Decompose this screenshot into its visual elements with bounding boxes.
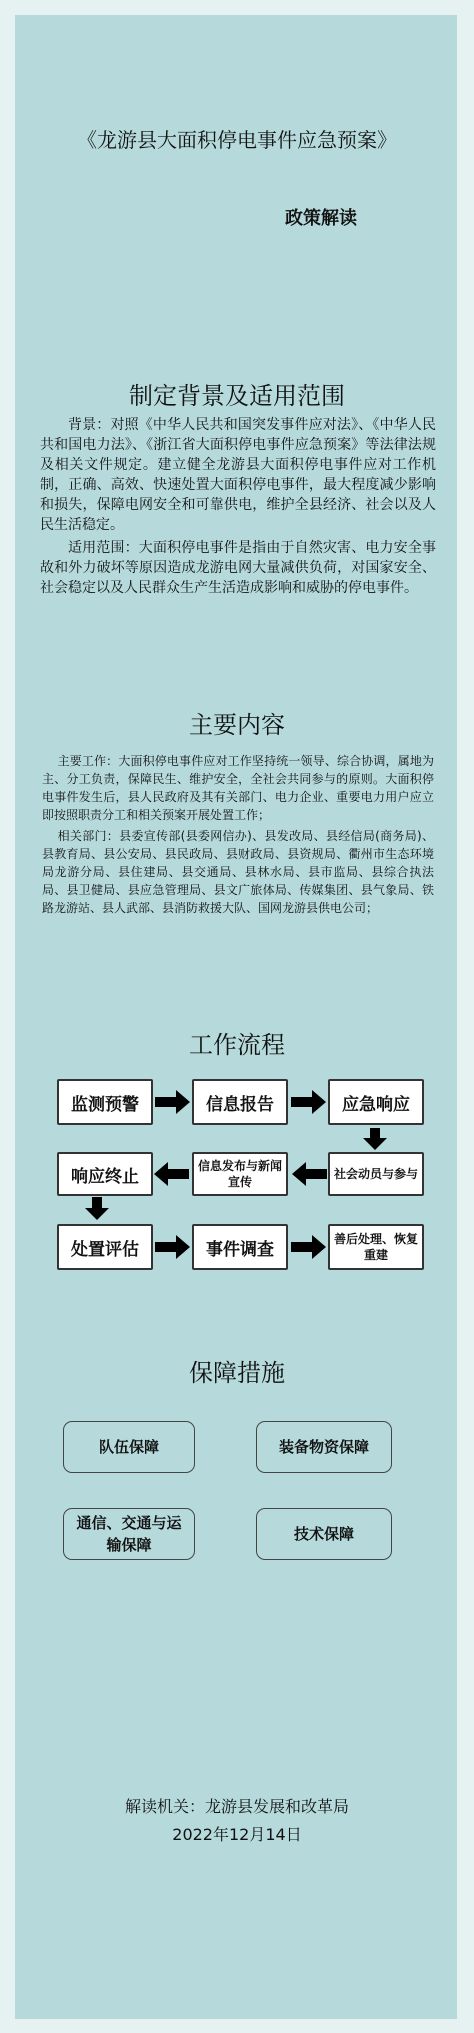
arrow-down-icon xyxy=(85,1197,109,1220)
step-evaluate: 处置评估 xyxy=(57,1224,153,1270)
arrow-right-icon xyxy=(291,1090,326,1114)
arrow-right-icon xyxy=(155,1090,190,1114)
step-recovery: 善后处理、恢复重建 xyxy=(328,1224,424,1270)
departments-paragraph: 相关部门：县委宣传部(县委网信办)、县发改局、县经信局(商务局)、县教育局、县公安局、县民政局、县财政局、县资规局、衢州市生态环境局龙游分局、县住建局、县交通局、县林水局、县市监局、县综合执法局、县卫健局、县应急管理局、县文广旅体局、传媒集团、县气象局、铁路龙游站、县人武部、县消防救援大队、国网龙游县供电公司； xyxy=(42,829,434,915)
measure-communication: 通信、交通与运输保障 xyxy=(63,1508,195,1560)
measure-team: 队伍保障 xyxy=(63,1421,195,1473)
document-title: 《龙游县大面积停电事件应急预案》 xyxy=(77,128,397,152)
arrow-right-icon xyxy=(155,1235,190,1259)
measure-technology: 技术保障 xyxy=(256,1508,392,1560)
document-subtitle: 政策解读 xyxy=(285,208,357,229)
issue-date: 2022年12月14日 xyxy=(172,1825,302,1844)
arrow-right-icon xyxy=(291,1235,326,1259)
background-paragraph: 背景：对照《中华人民共和国突发事件应对法》、《中华人民共和国电力法》、《浙江省大面积停电事件应急预案》等法律法规及相关文件规定。建立健全龙游县大面积停电事件应对工作机制，正确、高效、快速处置大面积停电事件，最大程度减少影响和损失，保障电网安全和可靠供电，维护全县经济、社会以及人民生活稳定。 xyxy=(40,417,436,533)
section-heading-main: 主要内容 xyxy=(189,711,285,739)
step-publish: 信息发布与新闻宣传 xyxy=(192,1152,288,1196)
section-heading-background: 制定背景及适用范围 xyxy=(129,382,345,410)
issuing-agency: 解读机关：龙游县发展和改革局 xyxy=(124,1797,349,1816)
step-response: 应急响应 xyxy=(328,1079,424,1125)
main-work-paragraph: 主要工作：大面积停电事件应对工作坚持统一领导、综合协调，属地为主、分工负责，保障民生、维护安全，全社会共同参与的原则。大面积停电事件发生后，县人民政府及其有关部门、电力企业、重要电力用户应立即按照职责分工和相关预案开展处置工作； xyxy=(42,754,434,822)
step-monitor: 监测预警 xyxy=(57,1079,153,1125)
step-terminate: 响应终止 xyxy=(57,1152,153,1196)
step-investigate: 事件调查 xyxy=(192,1224,288,1270)
step-report: 信息报告 xyxy=(192,1079,288,1125)
arrow-left-icon xyxy=(154,1162,189,1186)
arrow-down-icon xyxy=(363,1128,387,1150)
section-heading-measures: 保障措施 xyxy=(189,1359,285,1387)
arrow-left-icon xyxy=(292,1162,327,1186)
measure-equipment: 装备物资保障 xyxy=(256,1421,392,1473)
section-heading-workflow: 工作流程 xyxy=(189,1031,285,1059)
scope-paragraph: 适用范围：大面积停电事件是指由于自然灾害、电力安全事故和外力破坏等原因造成龙游电网大量减供负荷，对国家安全、社会稳定以及人民群众生产生活造成影响和威胁的停电事件。 xyxy=(40,540,436,596)
step-mobilize: 社会动员与参与 xyxy=(328,1152,424,1196)
